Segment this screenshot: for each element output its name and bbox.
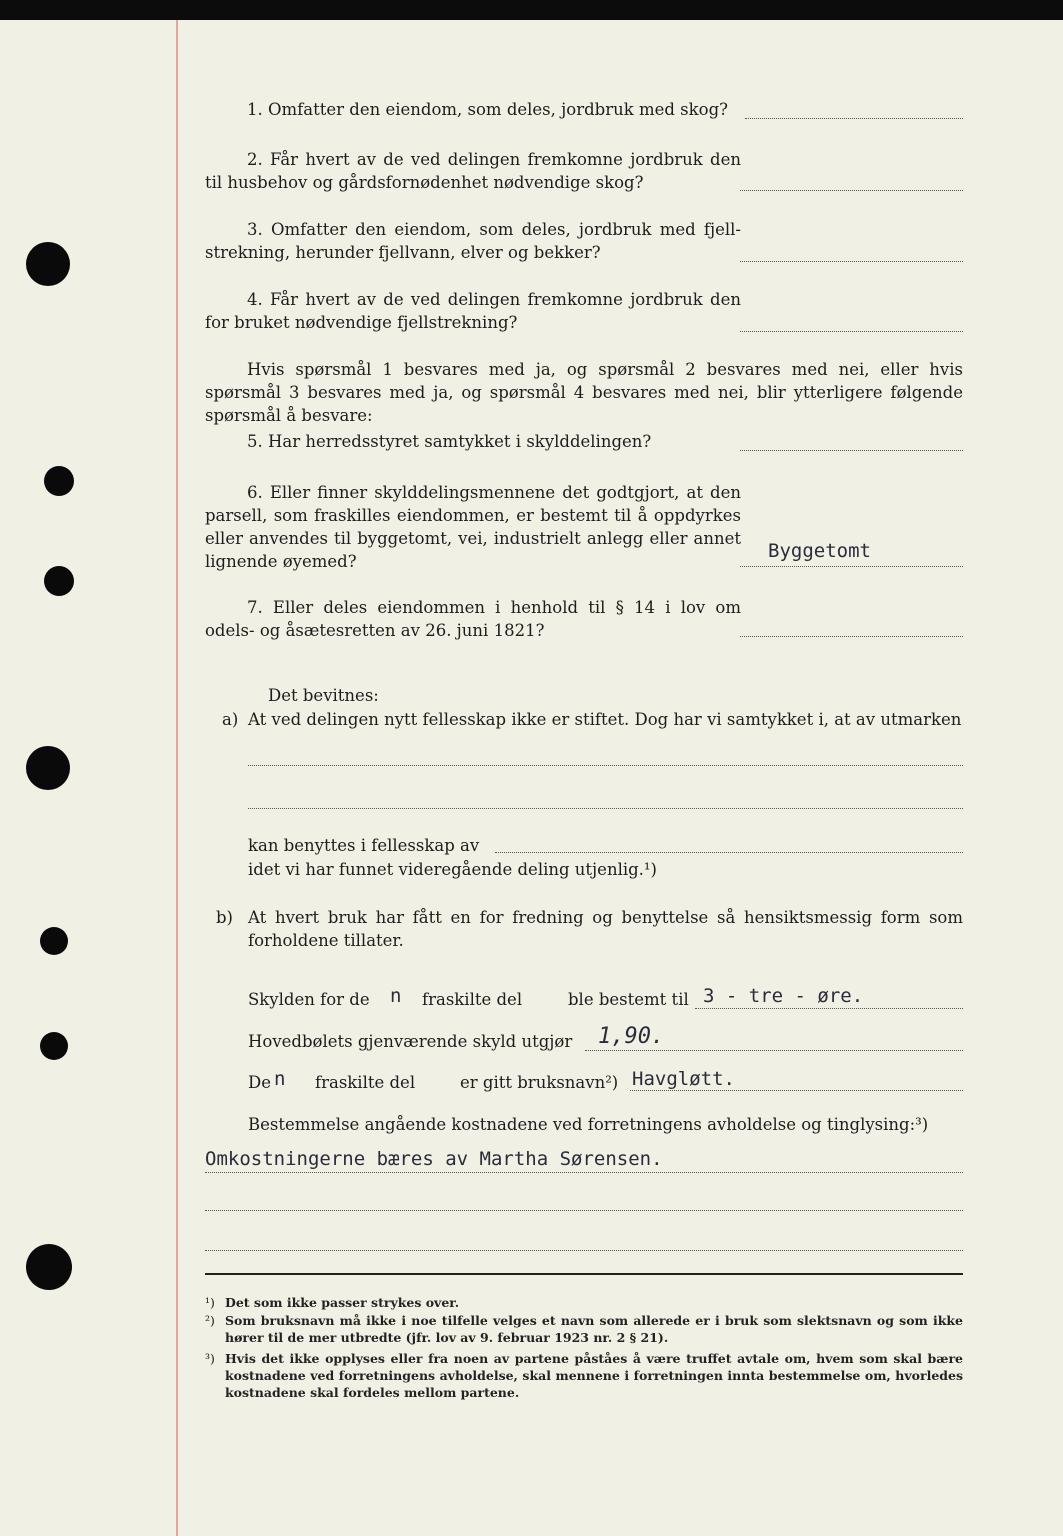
commons-line-2 xyxy=(248,808,963,809)
item-b-text: At hvert bruk har fått en for fredning og benyttelse så hensiktsmessig form som forholdene tillater. xyxy=(248,908,963,950)
binder-hole xyxy=(44,566,74,596)
binder-hole xyxy=(26,1244,72,1290)
footnote-1-text: Det som ikke passer strykes over. xyxy=(225,1295,460,1310)
footnote-3-marker: ³) xyxy=(205,1351,215,1366)
question-2: 2. Får hvert av de ved delingen fremkomne jordbruk den til husbehov og gårdsfornødenhet nødvendige skog? xyxy=(205,150,741,192)
commons-line-1 xyxy=(248,765,963,766)
binder-hole xyxy=(40,1032,68,1060)
answer-6-handwritten: Byggetomt xyxy=(768,540,871,562)
footnote-2-text: Som bruksnavn må ikke i noe tilfelle velges et navn som allerede er i bruk som slektsnavn og som ikke hører til de mer utbredte (jfr. lov av 9. februar 1923 nr. 2 § 21). xyxy=(225,1313,963,1345)
binder-hole xyxy=(44,466,74,496)
name-part2: fraskilte del xyxy=(315,1073,416,1092)
answer-line-6 xyxy=(740,566,963,567)
testimony-heading: Det bevitnes: xyxy=(268,686,379,705)
footnote-3-text: Hvis det ikke opplyses eller fra noen av partene påståes å være truffet avtale om, hvem som skal bære kostnadene ved forretningens avholdelse, skal mennene i forretningen innta bestemmelse om, hvorledes kostnadene skal fordeles mellom partene. xyxy=(225,1351,963,1400)
name-part1: De xyxy=(248,1073,271,1092)
name-n-handwritten: n xyxy=(274,1068,286,1090)
answer-line-4 xyxy=(740,331,963,332)
tax-line-part3: ble bestemt til xyxy=(568,990,689,1009)
condition-paragraph: Hvis spørsmål 1 besvares med ja, og spørsmål 2 besvares med nei, eller hvis spørsmål 3 besvares med ja, og spørsmål 4 besvares med nei, blir ytterligere følgende spørsmål å besvare: xyxy=(205,360,963,425)
footnote-2 xyxy=(205,1312,963,1346)
footnote-2-marker: ²) xyxy=(205,1313,215,1328)
main-farm-line xyxy=(585,1050,963,1051)
farm-name-handwritten: Havgløtt. xyxy=(632,1068,735,1090)
footnote-1-marker: ¹) xyxy=(205,1295,215,1310)
footnote-3 xyxy=(205,1350,963,1401)
question-1: 1. Omfatter den eiendom, som deles, jordbruk med skog? xyxy=(247,100,728,119)
shared-use-prefix: kan benyttes i fellesskap av xyxy=(248,836,480,855)
farm-name-line xyxy=(630,1090,963,1091)
answer-line-2 xyxy=(740,190,963,191)
answer-line-3 xyxy=(740,261,963,262)
answer-line-1 xyxy=(745,118,963,119)
footnote-separator xyxy=(205,1273,963,1275)
binder-hole xyxy=(26,242,70,286)
costs-label: Bestemmelse angående kostnadene ved forretningens avholdelse og tinglysing:³) xyxy=(248,1115,929,1134)
question-3: 3. Omfatter den eiendom, som deles, jordbruk med fjell- strekning, herunder fjellvann, elver og bekker? xyxy=(205,220,741,262)
tax-line-part1: Skylden for de xyxy=(248,990,370,1009)
tax-value-handwritten: 3 - tre - øre. xyxy=(703,985,864,1007)
tax-value-line xyxy=(695,1008,963,1009)
answer-line-5 xyxy=(740,450,963,451)
main-farm-value-handwritten: 1,90. xyxy=(598,1024,665,1049)
costs-value-handwritten: Omkostningerne bæres av Martha Sørensen. xyxy=(205,1148,663,1170)
item-a-text: At ved delingen nytt fellesskap ikke er stiftet. Dog har vi samtykket i, at av utmarken xyxy=(248,710,962,729)
costs-line-3 xyxy=(205,1250,963,1251)
binder-hole xyxy=(40,927,68,955)
main-farm-label: Hovedbølets gjenværende skyld utgjør xyxy=(248,1032,573,1051)
question-5: 5. Har herredsstyret samtykket i skylddelingen? xyxy=(247,432,652,451)
question-4: 4. Får hvert av de ved delingen fremkomne jordbruk den for bruket nødvendige fjellstrekning? xyxy=(205,290,741,332)
shared-use-line xyxy=(495,852,963,853)
question-6: 6. Eller finner skylddelingsmennene det godtgjort, at den parsell, som fraskilles eiendommen, er bestemt til å oppdyrkes eller anvendes til byggetomt, vei, industrielt anlegg eller annet lignende øyemed? xyxy=(205,483,741,571)
scan-top-edge xyxy=(0,0,1063,20)
margin-rule xyxy=(176,20,178,1536)
answer-line-7 xyxy=(740,636,963,637)
tax-line-n-handwritten: n xyxy=(390,985,402,1007)
tax-line-part2: fraskilte del xyxy=(422,990,523,1009)
binder-hole xyxy=(26,746,70,790)
item-b-label: b) xyxy=(216,908,233,927)
question-7: 7. Eller deles eiendommen i henhold til § 14 i lov om odels- og åsætesretten av 26. juni 1821? xyxy=(205,598,741,640)
costs-line-2 xyxy=(205,1210,963,1211)
footnote-1 xyxy=(205,1294,963,1311)
name-part3: er gitt bruksnavn²) xyxy=(460,1073,619,1092)
shared-use-suffix: idet vi har funnet videregående deling utjenlig.¹) xyxy=(248,860,657,879)
item-a-label: a) xyxy=(222,710,239,729)
costs-line-1 xyxy=(205,1172,963,1173)
